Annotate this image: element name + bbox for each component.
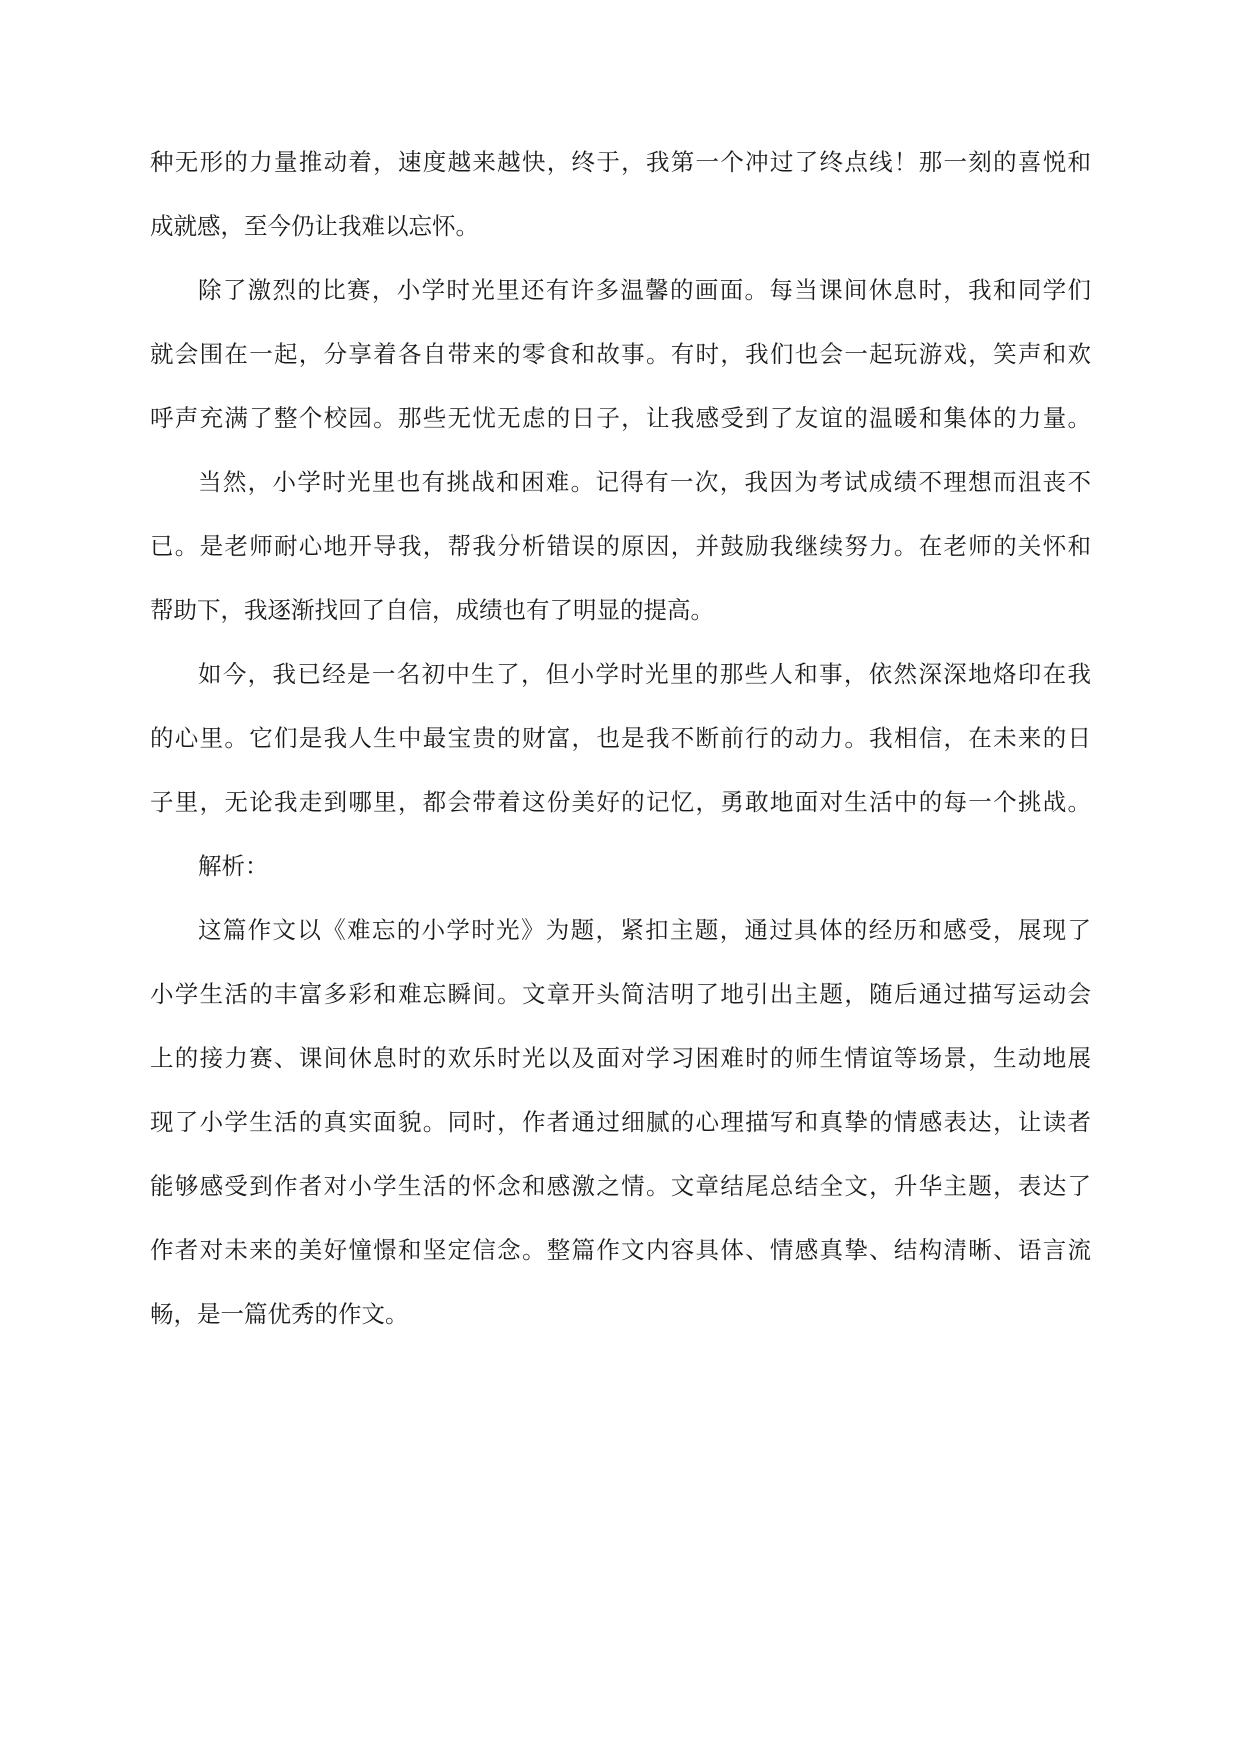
text-line: 小学生活的丰富多彩和难忘瞬间。文章开头简洁明了地引出主题，随后通过描写运动会 [150, 980, 1091, 1008]
essay-body [150, 142, 1091, 1358]
text-line: 呼声充满了整个校园。那些无忧无虑的日子，让我感受到了友谊的温暖和集体的力量。 [150, 404, 1091, 432]
text-line: 帮助下，我逐渐找回了自信，成绩也有了明显的提高。 [150, 596, 714, 624]
paragraph-first-line: 除了激烈的比赛，小学时光里还有许多温馨的画面。每当课间休息时，我和同学们 [198, 276, 1091, 304]
paragraph-first-line: 如今，我已经是一名初中生了，但小学时光里的那些人和事，依然深深地烙印在我 [198, 660, 1091, 688]
text-line: 畅，是一篇优秀的作文。 [150, 1300, 409, 1328]
text-line: 子里，无论我走到哪里，都会带着这份美好的记忆，勇敢地面对生活中的每一个挑战。 [150, 788, 1091, 816]
text-line: 作者对未来的美好憧憬和坚定信念。整篇作文内容具体、情感真挚、结构清晰、语言流 [150, 1236, 1091, 1264]
text-line: 能够感受到作者对小学生活的怀念和感激之情。文章结尾总结全文，升华主题，表达了 [150, 1172, 1091, 1200]
paragraph-first-line: 当然，小学时光里也有挑战和困难。记得有一次，我因为考试成绩不理想而沮丧不 [198, 468, 1091, 496]
text-line: 现了小学生活的真实面貌。同时，作者通过细腻的心理描写和真挚的情感表达，让读者 [150, 1108, 1091, 1136]
paragraph-first-line: 这篇作文以《难忘的小学时光》为题，紧扣主题，通过具体的经历和感受，展现了 [198, 916, 1091, 944]
text-line: 成就感，至今仍让我难以忘怀。 [150, 212, 479, 240]
text-line: 就会围在一起，分享着各自带来的零食和故事。有时，我们也会一起玩游戏，笑声和欢 [150, 340, 1091, 368]
text-line: 种无形的力量推动着，速度越来越快，终于，我第一个冲过了终点线！那一刻的喜悦和 [150, 148, 1091, 176]
text-line: 已。是老师耐心地开导我，帮我分析错误的原因，并鼓励我继续努力。在老师的关怀和 [150, 532, 1091, 560]
text-line: 的心里。它们是我人生中最宝贵的财富，也是我不断前行的动力。我相信，在未来的日 [150, 724, 1091, 752]
analysis-heading: 解析： [198, 852, 269, 880]
text-line: 上的接力赛、课间休息时的欢乐时光以及面对学习困难时的师生情谊等场景，生动地展 [150, 1044, 1091, 1072]
